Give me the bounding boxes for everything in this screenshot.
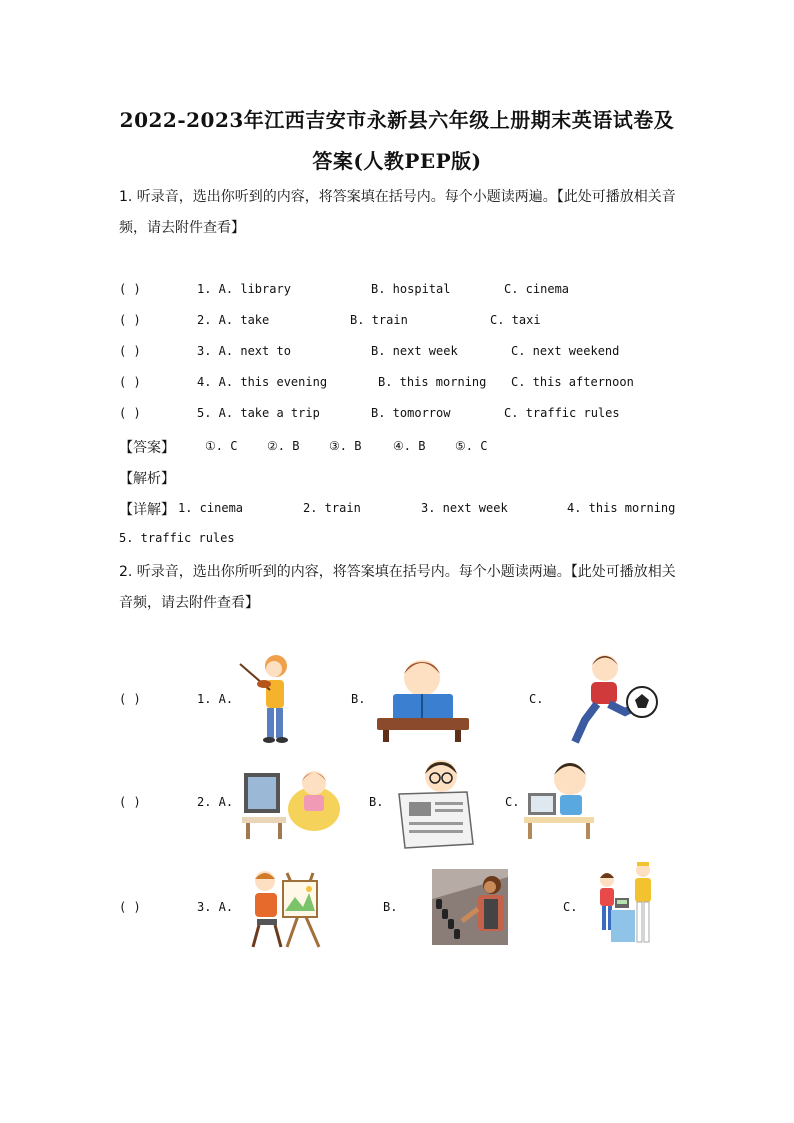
girl-watching-tv-icon	[242, 755, 342, 840]
detail-4: 4. this morning	[567, 501, 676, 515]
detail-3: 3. next week	[421, 501, 508, 515]
option-b-label: B.	[351, 692, 366, 706]
answer-5: ⑤. C	[455, 439, 488, 453]
answer-1: ①. C	[205, 439, 238, 453]
q2-instruction	[119, 557, 679, 619]
q1-instruction	[119, 182, 679, 244]
answer-bracket[interactable]: ( )	[119, 406, 141, 420]
option-b: B. this morning	[378, 375, 487, 389]
option-a: 5. A. take a trip	[197, 406, 320, 420]
option-a-label: 3. A.	[197, 900, 234, 914]
option-a: 4. A. this evening	[197, 375, 328, 389]
answer-bracket[interactable]: ( )	[119, 795, 141, 809]
answer-bracket[interactable]: ( )	[119, 313, 141, 327]
detail-2: 2. train	[303, 501, 361, 515]
answer-bracket[interactable]: ( )	[119, 900, 141, 914]
answer-bracket[interactable]: ( )	[119, 282, 141, 296]
document-title-line-2: 答案(人教PEP版)	[312, 149, 482, 173]
option-c: C. this afternoon	[511, 375, 634, 389]
answer-2: ②. B	[267, 439, 300, 453]
option-c: C. next weekend	[511, 344, 620, 358]
violin-player-icon	[238, 650, 298, 745]
answer-bracket[interactable]: ( )	[119, 344, 141, 358]
option-b: B. hospital	[371, 282, 451, 296]
option-b: B. train	[350, 313, 408, 327]
option-a: 2. A. take	[197, 313, 270, 327]
answer-bracket[interactable]: ( )	[119, 692, 141, 706]
option-a-label: 2. A.	[197, 795, 234, 809]
shopping-cashier-icon	[593, 860, 657, 948]
option-b: B. next week	[371, 344, 458, 358]
option-b-label: B.	[383, 900, 398, 914]
detail-5: 5. traffic rules	[119, 531, 235, 545]
option-a: 3. A. next to	[197, 344, 291, 358]
q2-instruction-line-2: 音频，请去附件查看】	[119, 595, 259, 611]
boy-reading-newspaper-icon	[395, 754, 475, 850]
answer-label: 【答案】	[119, 440, 175, 456]
answer-4: ④. B	[393, 439, 426, 453]
q1-instruction-line-1: 1. 听录音，选出你听到的内容，将答案填在括号内。每个小题读两遍。【此处可播放相关音	[119, 189, 676, 205]
option-c: C. taxi	[490, 313, 541, 327]
option-c: C. cinema	[504, 282, 570, 296]
option-c-label: C.	[505, 795, 520, 809]
girl-painting-icon	[247, 867, 323, 949]
option-a-label: 1. A.	[197, 692, 234, 706]
boy-reading-book-icon	[375, 652, 470, 744]
option-c-label: C.	[529, 692, 544, 706]
document-title-line-1: 2022-2023年江西吉安市永新县六年级上册期末英语试卷及	[119, 108, 675, 132]
option-a: 1. A. library	[197, 282, 291, 296]
q2-instruction-line-1: 2. 听录音，选出你所听到的内容，将答案填在括号内。每个小题读两遍。【此处可播放相关	[119, 564, 676, 580]
option-b: B. tomorrow	[371, 406, 451, 420]
boy-using-computer-icon	[524, 755, 598, 840]
answer-bracket[interactable]: ( )	[119, 375, 141, 389]
analysis-label: 【解析】	[119, 471, 175, 487]
worker-factory-icon	[432, 869, 508, 945]
detail-1: 1. cinema	[178, 501, 244, 515]
answer-3: ③. B	[329, 439, 362, 453]
detail-label: 【详解】	[119, 502, 175, 518]
option-b-label: B.	[369, 795, 384, 809]
boy-playing-football-icon	[557, 650, 659, 750]
option-c-label: C.	[563, 900, 578, 914]
q1-instruction-line-2: 频，请去附件查看】	[119, 220, 245, 236]
option-c: C. traffic rules	[504, 406, 620, 420]
